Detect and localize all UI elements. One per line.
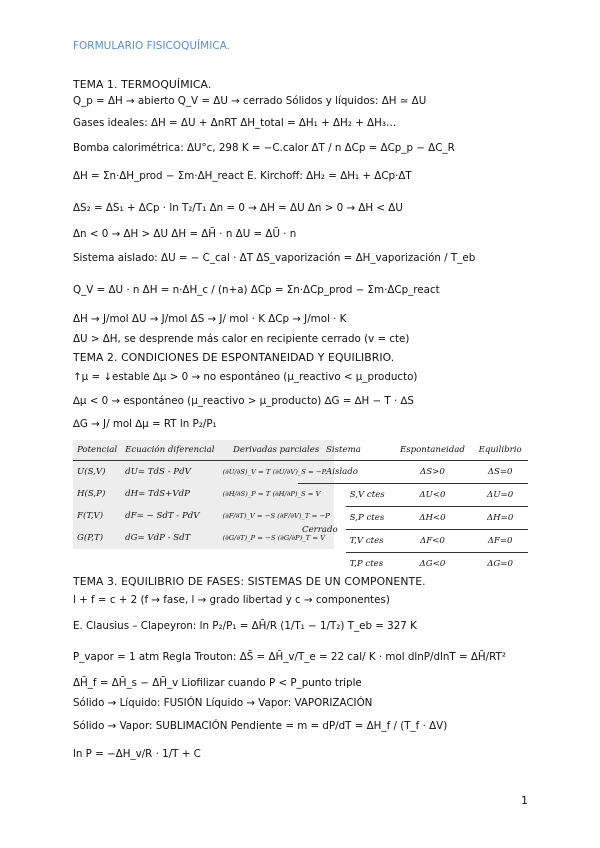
tema3-line-6: Sólido → Vapor: SUBLIMACIÓN Pendiente = m = dP/dT = ΔH_f / (T_f · ΔV) [73,720,448,732]
table-cell: (∂H/∂S)_P = T (∂H/∂P)_S = V [222,490,321,498]
spontaneity-table [298,440,528,575]
table-cell: G(P,T) [77,533,104,543]
table-cell: ΔF<0 [393,530,473,553]
table-cell: Aislado [298,461,393,484]
table-row [298,461,528,484]
tema1-line-10: ΔU > ΔH, se desprende más calor en recipiente cerrado (v = cte) [73,333,410,345]
table-cell: F(T,V) [77,511,104,521]
table-cell: dH= TdS+VdP [125,489,190,499]
tema1-line-3: Bomba calorimétrica: ΔU°c, 298 K = −C.calor ΔT / n ΔCp = ΔCp_p − ΔC_R [73,142,455,154]
table-cell: H(S,P) [77,489,106,499]
potentials-table [73,440,334,549]
table-header: Derivadas parciales [219,440,334,461]
table-header: Espontaneidad [393,440,473,461]
table-header: Ecuación diferencial [121,440,218,461]
tema3-line-2: E. Clausius – Clapeyron: ln P₂/P₁ = ΔH̄/R (1/T₁ − 1/T₂) T_eb = 327 K [73,620,417,632]
table-cell: dF= − SdT - PdV [125,511,200,521]
tema3-line-3: P_vapor = 1 atm Regla Trouton: ΔS̄ = ΔH̄_v/T_e = 22 cal/ K · mol dlnP/dlnT = ΔH̄/RT² [73,651,506,663]
tema1-line-8: Q_V = ΔU · n ΔH = n·ΔH_c / (n+a) ΔCp = Σn·ΔCp_prod − Σm·ΔCp_react [73,284,440,296]
table-cell: S,V ctes [346,484,393,507]
table-row [298,484,528,507]
table-header-row [298,440,528,461]
tema2-line-2: ∆μ < 0 → espontáneo (μ_reactivo > μ_producto) ∆G = ∆H − T · ∆S [73,395,414,407]
table-header: Potencial [73,440,121,461]
table-header: Sistema [298,440,393,461]
table-row [73,527,334,549]
table-cell: ΔH=0 [472,507,528,530]
tema1-line-2: Gases ideales: ΔH = ΔU + ΔnRT ΔH_total = ΔH₁ + ΔH₂ + ΔH₃… [73,117,397,129]
page-number: 1 [521,794,528,807]
tema3-line-7: ln P = −ΔH_v/R · 1/T + C [73,748,201,760]
table-cell: ΔU=0 [472,484,528,507]
table-header-row [73,440,334,461]
table-header: Equilibrio [472,440,528,461]
tema3-line-5: Sólido → Líquido: FUSIÓN Líquido → Vapor: VAPORIZACIÓN [73,697,373,709]
tema1-line-7: Sistema aislado: ΔU = − C_cal · ΔT ΔS_vaporización = ΔH_vaporización / T_eb [73,252,476,264]
table-row [73,505,334,527]
table-cell: ΔG=0 [487,559,513,569]
table-cell: ΔU<0 [393,484,473,507]
tema1-line-4: ΔH = Σn·ΔH_prod − Σm·ΔH_react E. Kirchoff: ΔH₂ = ΔH₁ + ΔCp·ΔT [73,170,412,182]
tema3-line-4: ΔH̄_f = ΔH̄_s − ΔH̄_v Liofilizar cuando P < P_punto triple [73,677,362,689]
tema3-heading: TEMA 3. EQUILIBRIO DE FASES: SISTEMAS DE UN COMPONENTE. [73,575,426,588]
table-cell: S,P ctes [346,507,393,530]
tema1-line-5: ΔS₂ = ΔS₁ + ΔCp · ln T₂/T₁ Δn = 0 → ΔH = ΔU Δn > 0 → ΔH < ΔU [73,202,403,214]
table-cell: T,P ctes [349,559,384,569]
tema1-line-6: Δn < 0 → ΔH > ΔU ΔH = ΔH̄ · n ΔU = ΔŪ · n [73,228,297,240]
tema1-line-1: Q_p = ΔH → abierto Q_V = ΔU → cerrado Sólidos y líquidos: ΔH ≃ ΔU [73,95,427,107]
table-cell: U(S,V) [77,467,106,477]
table-cell: (∂U/∂S)_V = T (∂U/∂V)_S = −P [222,468,327,476]
table-cell: dG= VdP - SdT [125,533,191,543]
table-cell: T,V ctes [346,530,393,553]
tema2-heading: TEMA 2. CONDICIONES DE ESPONTANEIDAD Y EQUILIBRIO. [73,351,395,364]
table-cell: ΔF=0 [472,530,528,553]
table-cell: (∂G/∂T)_P = −S (∂G/∂P)_T = V [222,534,326,542]
cerrado-label: Cerrado [302,524,338,535]
table-cell: dU= TdS - PdV [125,467,191,477]
table-cell: (∂F/∂T)_V = −S (∂F/∂V)_T = −P [222,512,330,520]
table-cell: ΔS>0 [393,461,473,484]
table-cell: ΔS=0 [472,461,528,484]
tema1-line-9: ΔH → J/mol ΔU → J/mol ΔS → J/ mol · K ΔCp → J/mol · K [73,313,347,325]
tema1-heading: TEMA 1. TERMOQUÍMICA. [73,78,212,91]
table-cell: ΔG<0 [419,559,446,569]
tema2-line-3: ∆G → J/ mol ∆μ = RT ln P₂/P₁ [73,418,217,430]
table-row [73,461,334,484]
document-title: FORMULARIO FISICOQUÍMICA. [73,40,230,52]
table-cell: ΔH<0 [393,507,473,530]
tema3-line-1: l + f = c + 2 (f → fase, l → grado libertad y c → componentes) [73,594,390,606]
tema2-line-1: ↑μ = ↓estable ∆μ > 0 → no espontáneo (μ_reactivo < μ_producto) [73,371,418,383]
table-row [73,483,334,505]
